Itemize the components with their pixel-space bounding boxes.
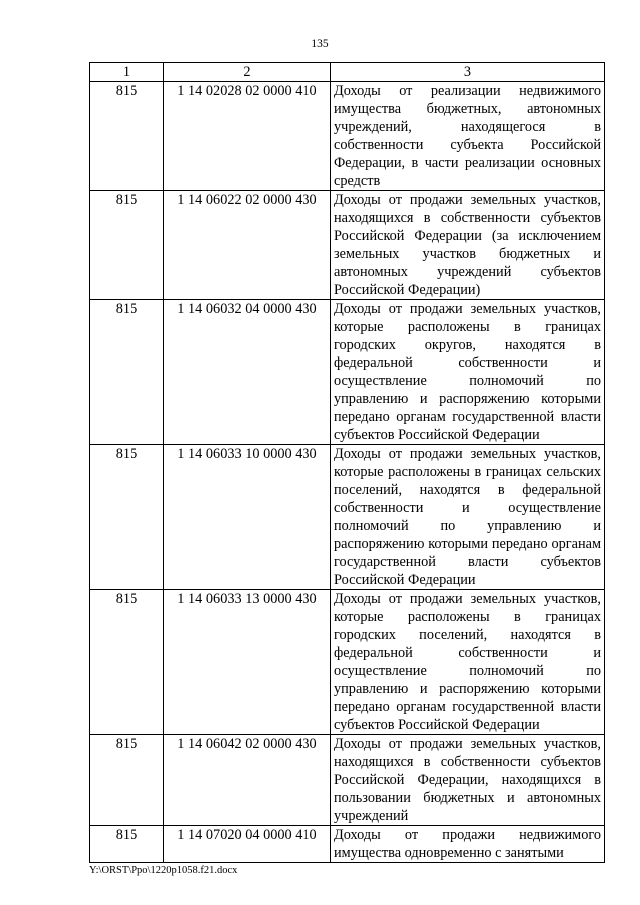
admin-code-cell: 815 xyxy=(90,445,164,590)
kbk-code-cell: 1 14 06022 02 0000 430 xyxy=(164,191,331,300)
table-row xyxy=(90,445,605,590)
kbk-code-cell: 1 14 06042 02 0000 430 xyxy=(164,735,331,826)
kbk-code-cell: 1 14 06032 04 0000 430 xyxy=(164,300,331,445)
column-header-2: 2 xyxy=(164,63,331,82)
description-cell: Доходы от продажи недвижимого имущества одновременно с занятыми xyxy=(331,826,605,863)
admin-code-cell: 815 xyxy=(90,590,164,735)
table-row xyxy=(90,735,605,826)
admin-code-cell: 815 xyxy=(90,300,164,445)
kbk-code-cell: 1 14 06033 10 0000 430 xyxy=(164,445,331,590)
admin-code-cell: 815 xyxy=(90,191,164,300)
revenue-table xyxy=(89,62,605,863)
column-header-1: 1 xyxy=(90,63,164,82)
kbk-code-cell: 1 14 06033 13 0000 430 xyxy=(164,590,331,735)
column-header-3: 3 xyxy=(331,63,605,82)
description-cell: Доходы от продажи земельных участков, которые расположены в границах городских поселений, находятся в федеральной собственности и осуществление полномочий по управлению и распоряжению которыми передано органам государственной власти субъектов Российской Федерации xyxy=(331,590,605,735)
description-cell: Доходы от продажи земельных участков, которые расположены в границах сельских поселений, находятся в федеральной собственности и осуществление полномочий по управлению и распоряжению которыми передано органам государственной власти субъектов Российской Федерации xyxy=(331,445,605,590)
admin-code-cell: 815 xyxy=(90,82,164,191)
file-path-footer: Y:\ORST\Ppo\1220p1058.f21.docx xyxy=(89,865,238,876)
kbk-code-cell: 1 14 07020 04 0000 410 xyxy=(164,826,331,863)
description-cell: Доходы от продажи земельных участков, которые расположены в границах городских округов, находятся в федеральной собственности и осуществление полномочий по управлению и распоряжению которыми передано органам государственной власти субъектов Российской Федерации xyxy=(331,300,605,445)
kbk-code-cell: 1 14 02028 02 0000 410 xyxy=(164,82,331,191)
table-header-row xyxy=(90,63,605,82)
table-row xyxy=(90,82,605,191)
table-row xyxy=(90,590,605,735)
table-row xyxy=(90,826,605,863)
table-row xyxy=(90,191,605,300)
page-number: 135 xyxy=(311,38,329,50)
table-row xyxy=(90,300,605,445)
admin-code-cell: 815 xyxy=(90,735,164,826)
description-cell: Доходы от продажи земельных участков, находящихся в собственности субъектов Российской Федерации, находящихся в пользовании бюджетных и автономных учреждений xyxy=(331,735,605,826)
description-cell: Доходы от реализации недвижимого имущества бюджетных, автономных учреждений, находящегося в собственности субъекта Российской Федерации, в части реализации основных средств xyxy=(331,82,605,191)
description-cell: Доходы от продажи земельных участков, находящихся в собственности субъектов Российской Федерации (за исключением земельных участков бюджетных и автономных учреждений субъектов Российской Федерации) xyxy=(331,191,605,300)
admin-code-cell: 815 xyxy=(90,826,164,863)
